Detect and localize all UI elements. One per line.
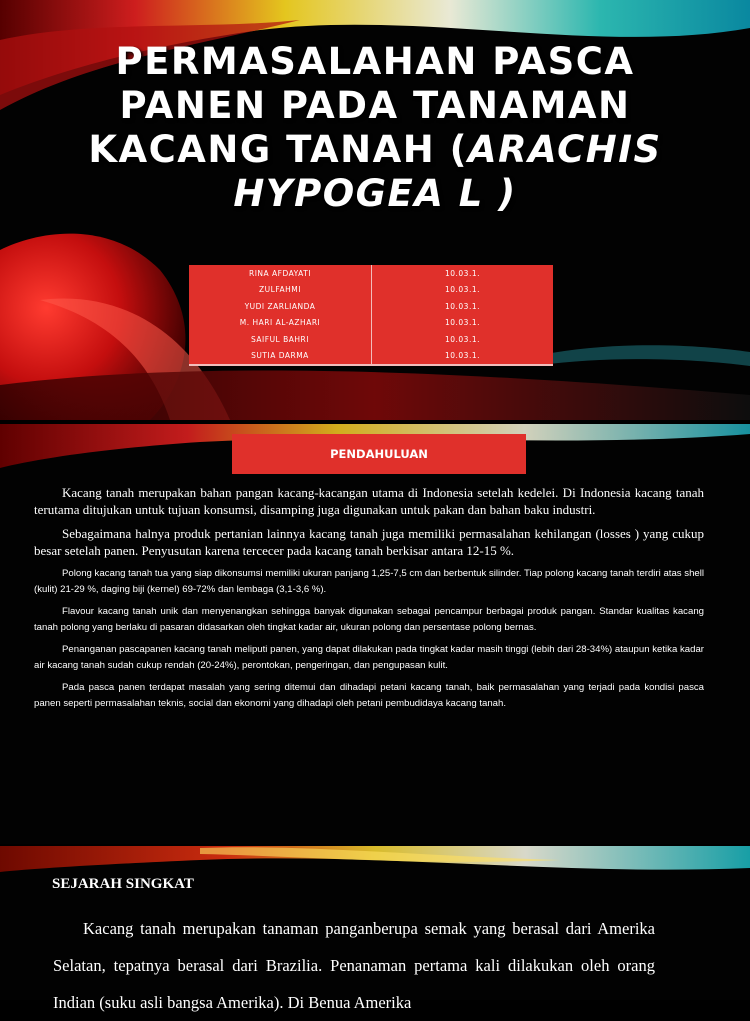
member-id: 10.03.1. [444,318,480,328]
member-name: YUDI ZARLIANDA [189,298,372,315]
member-id: 10.03.1. [444,268,480,278]
introduction-body [34,484,704,718]
table-row [189,331,553,348]
history-slide [0,846,750,1012]
paragraph: Polong kacang tanah tua yang siap dikonsumsi memiliki ukuran panjang 1,25-7,5 cm dan berbentuk silinder. Tiap polong kacang tanah terdiri atas shell (kulit) 21-29 %, daging biji (kernel) 69-72% dan lembaga (3,1-3,6 %). [34,568,704,595]
table-row [189,315,553,332]
member-id: 10.03.1. [444,285,480,295]
section-heading-sejarah: SEJARAH SINGKAT [52,876,194,892]
paragraph: Penanganan pascapanen kacang tanah meliputi panen, yang dapat dilakukan pada tingkat kadar masih tinggi (lebih dari 28-34%) ataupun ketika kadar air kacang tanah sudah cukup rendah (20-24%), perontokan, pengeringan, dan pengupasan kulit. [34,644,704,671]
presentation-title [60,40,690,216]
paragraph: Kacang tanah merupakan bahan pangan kacang-kacangan utama di Indonesia setelah kedelei. Di Indonesia kacang tanah terutama ditujukan untuk tujuan konsumsi, disamping juga digunakan untuk pakan dan bahan baku industri. [34,485,704,517]
table-row [189,348,553,366]
member-table [189,265,553,366]
paragraph: Flavour kacang tanah unik dan menyenangkan sehingga banyak digunakan sebagai pencampur berbagai produk pangan. Standar kualitas kacang tanah polong yang berlaku di pasaran didasarkan oleh tingkat kadar air, ukuran polong dan persentase polong bernas. [34,606,704,633]
member-name: RINA AFDAYATI [189,265,372,282]
introduction-slide [0,424,750,844]
title-slide [0,0,750,420]
member-id: 10.03.1. [444,301,480,311]
title-line-2: PANEN PADA TANAMAN [119,84,631,127]
table-row [189,265,553,282]
title-line-3-italic: ARACHIS [468,128,662,171]
paragraph: Pada pasca panen terdapat masalah yang sering ditemui dan dihadapi petani kacang tanah, baik permasalahan yang terjadi pada kondisi pasca panen seperti permasalahan teknis, social dan ekonomi yang dihadapi oleh petani pembudidaya kacang tanah. [34,682,704,709]
member-id: 10.03.1. [444,334,480,344]
title-line-1: PERMASALAHAN PASCA [115,40,635,83]
title-line-4: HYPOGEA L ) [233,172,517,215]
table-row [189,282,553,299]
section-heading-pendahuluan: PENDAHULUAN [232,434,526,474]
member-name: ZULFAHMI [189,282,372,299]
paragraph: Sebagaimana halnya produk pertanian lainnya kacang tanah juga memiliki permasalahan kehilangan (losses ) yang cukup besar setelah panen. Penyusutan karena tercecer pada kacang tanah berkisar antara 12-15 %. [34,526,704,558]
member-name: SUTIA DARMA [189,348,372,366]
member-name: M. HARI AL-AZHARI [189,315,372,332]
paragraph: Kacang tanah merupakan tanaman panganberupa semak yang berasal dari Amerika Selatan, tepatnya berasal dari Brazilia. Penanaman pertama kali dilakukan oleh orang Indian (suku asli bangsa Amerika). Di Benua Amerika [53,919,655,1012]
member-name: SAIFUL BAHRI [189,331,372,348]
member-id: 10.03.1. [372,348,554,366]
title-line-3: KACANG TANAH ( [88,128,468,171]
table-row [189,298,553,315]
